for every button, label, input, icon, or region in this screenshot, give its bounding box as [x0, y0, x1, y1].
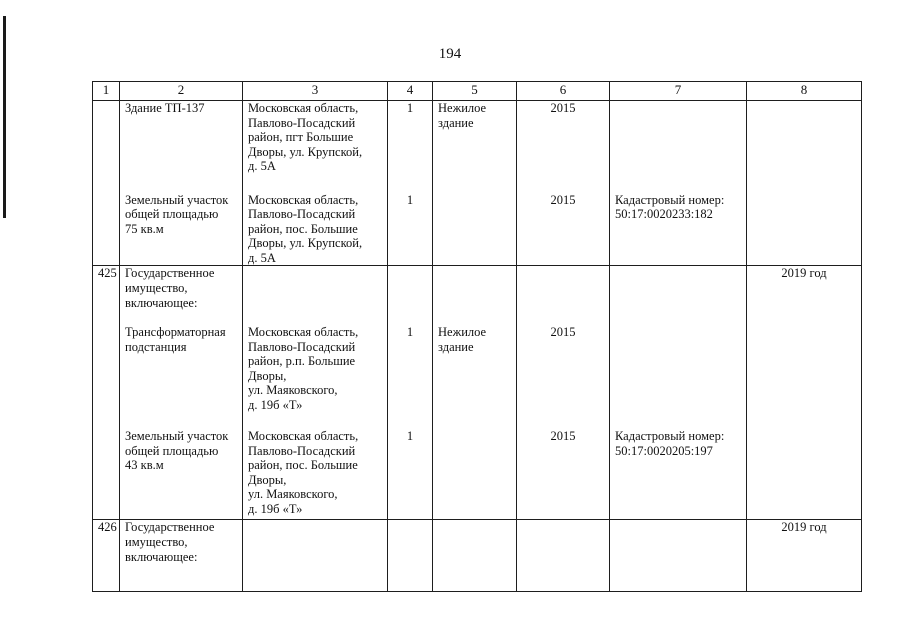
object-name: Земельный участок общей площадью 75 кв.м — [120, 193, 243, 266]
table-row — [93, 325, 862, 429]
property-table — [92, 81, 862, 592]
column-header-2: 2 — [120, 82, 243, 101]
object-period: 2019 год — [747, 266, 862, 325]
empty-cell — [93, 429, 120, 520]
row-number: 426 — [93, 520, 120, 592]
empty-cell — [517, 520, 610, 592]
object-quantity: 1 — [388, 193, 433, 266]
object-type — [433, 429, 517, 520]
empty-cell — [433, 266, 517, 325]
empty-cell — [388, 520, 433, 592]
row-number — [93, 193, 120, 266]
empty-cell — [610, 520, 747, 592]
object-quantity: 1 — [388, 325, 433, 429]
empty-cell — [388, 266, 433, 325]
object-address: Московская область, Павлово-Посадский район, пос. Большие Дворы, ул. Крупской, д. 5А — [243, 193, 388, 266]
page-number: 194 — [438, 46, 462, 62]
column-header-4: 4 — [388, 82, 433, 101]
table-row — [93, 101, 862, 193]
object-year: 2015 — [517, 429, 610, 520]
object-period: 2019 год — [747, 520, 862, 592]
object-type: Нежилое здание — [433, 101, 517, 193]
group-title: Государственное имущество, включающее: — [120, 266, 243, 325]
object-type — [433, 193, 517, 266]
column-header-7: 7 — [610, 82, 747, 101]
table-row — [93, 193, 862, 266]
empty-cell — [433, 520, 517, 592]
object-note — [610, 325, 747, 429]
object-address: Московская область, Павлово-Посадский район, р.п. Большие Дворы, ул. Маяковского, д. 19б «Т» — [243, 325, 388, 429]
column-header-row — [93, 82, 862, 101]
row-number — [93, 101, 120, 193]
table-row — [93, 429, 862, 520]
object-year: 2015 — [517, 101, 610, 193]
empty-cell — [243, 266, 388, 325]
column-header-8: 8 — [747, 82, 862, 101]
object-quantity: 1 — [388, 101, 433, 193]
object-name: Здание ТП-137 — [120, 101, 243, 193]
empty-cell — [517, 266, 610, 325]
empty-cell — [747, 429, 862, 520]
object-quantity: 1 — [388, 429, 433, 520]
object-note: Кадастровый номер: 50:17:0020233:182 — [610, 193, 747, 266]
empty-cell — [610, 266, 747, 325]
object-type: Нежилое здание — [433, 325, 517, 429]
object-period — [747, 193, 862, 266]
column-header-1: 1 — [93, 82, 120, 101]
empty-cell — [747, 325, 862, 429]
object-name: Земельный участок общей площадью 43 кв.м — [120, 429, 243, 520]
row-number: 425 — [93, 266, 120, 325]
table-row-425 — [93, 266, 862, 325]
object-name: Трансформаторная подстанция — [120, 325, 243, 429]
column-header-6: 6 — [517, 82, 610, 101]
object-year: 2015 — [517, 193, 610, 266]
table-row-426 — [93, 520, 862, 592]
object-address: Московская область, Павлово-Посадский район, пос. Большие Дворы, ул. Маяковского, д. 19б «Т» — [243, 429, 388, 520]
object-address: Московская область, Павлово-Посадский район, пгт Большие Дворы, ул. Крупской, д. 5А — [243, 101, 388, 193]
object-period — [747, 101, 862, 193]
empty-cell — [93, 325, 120, 429]
object-note — [610, 101, 747, 193]
object-note: Кадастровый номер: 50:17:0020205:197 — [610, 429, 747, 520]
empty-cell — [243, 520, 388, 592]
column-header-3: 3 — [243, 82, 388, 101]
column-header-5: 5 — [433, 82, 517, 101]
group-title: Государственное имущество, включающее: — [120, 520, 243, 592]
object-year: 2015 — [517, 325, 610, 429]
